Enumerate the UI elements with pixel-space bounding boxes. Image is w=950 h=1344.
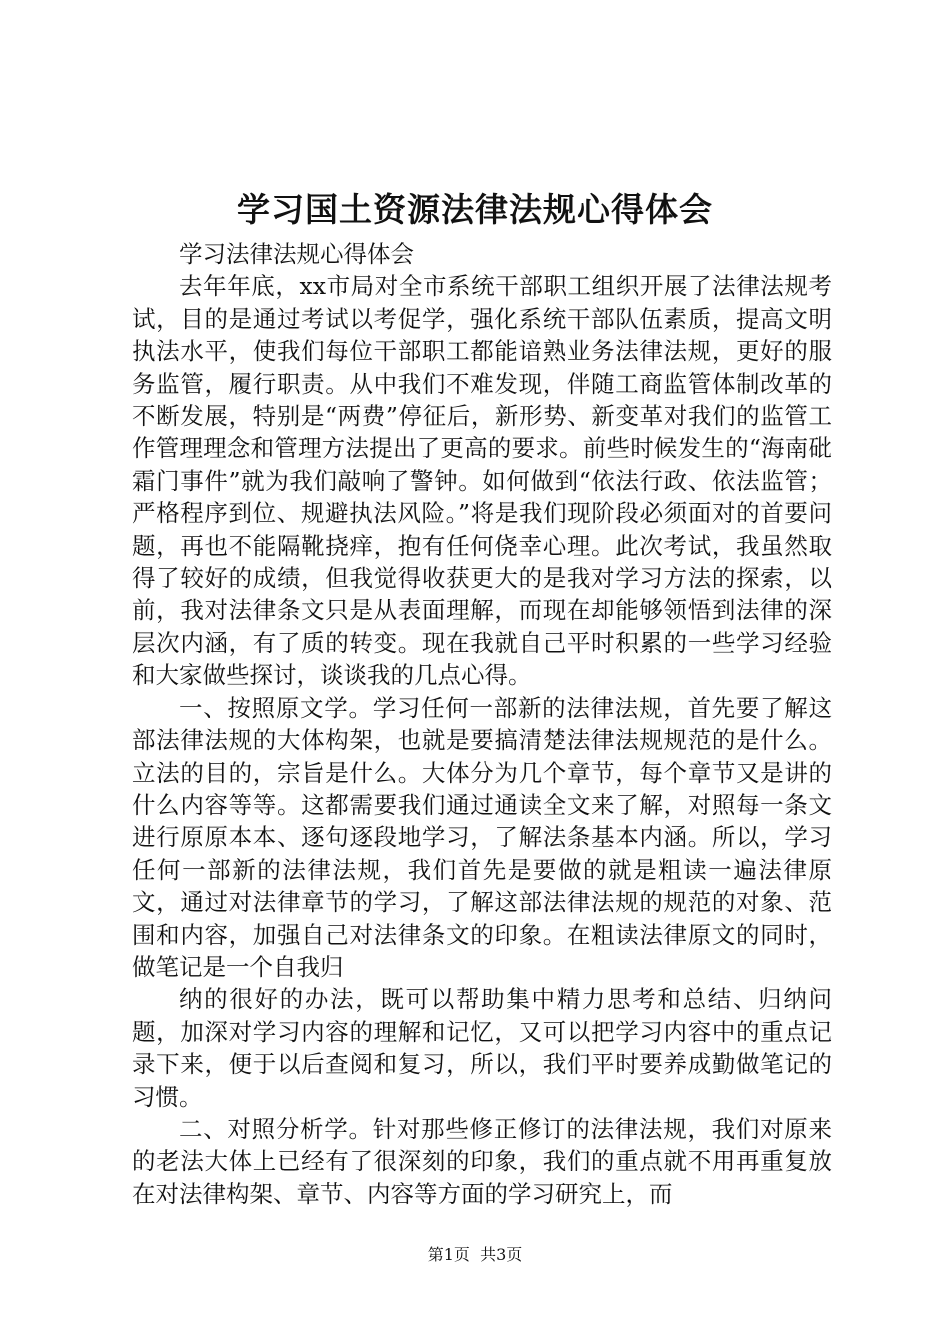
body-paragraph: 二、对照分析学。针对那些修正修订的法律法规，我们对原来的老法大体上已经有了很深刻的印象，我们的重点就不用再重复放在对法律构架、章节、内容等方面的学习研究上，而	[132, 1114, 832, 1208]
document-title: 学习国土资源法律法规心得体会	[237, 190, 713, 229]
subtitle-paragraph: 学习法律法规心得体会	[179, 240, 414, 268]
document-body	[132, 238, 832, 1210]
body-paragraph: 去年年底，xx市局对全市系统干部职工组织开展了法律法规考试，目的是通过考试以考促学，强化系统干部队伍素质，提高文明执法水平，使我们每位干部职工都能谙熟业务法律法规，更好的服务监管，履行职责。从中我们不难发现，伴随工商监管体制改革的不断发展，特别是“两费”停征后，新形势、新变革对我们的监管工作管理理念和管理方法提出了更高的要求。前些时候发生的“海南砒霜门事件”就为我们敲响了警钟。如何做到“依法行政、依法监管；严格程序到位、规避执法风险。”将是我们现阶段必须面对的首要问题，再也不能隔靴挠痒，抱有任何侥幸心理。此次考试，我虽然取得了较好的成绩，但我觉得收获更大的是我对学习方法的探索，以前，我对法律条文只是从表面理解，而现在却能够领悟到法律的深层次内涵，有了质的转变。现在我就自己平时积累的一些学习经验和大家做些探讨，谈谈我的几点心得。	[132, 272, 832, 690]
body-paragraph: 纳的很好的办法，既可以帮助集中精力思考和总结、归纳问题，加深对学习内容的理解和记忆，又可以把学习内容中的重点记录下来，便于以后查阅和复习，所以，我们平时要养成勤做笔记的习惯。	[132, 985, 832, 1111]
page-number: 第1页 共3页	[427, 1245, 523, 1264]
page-footer	[0, 1244, 950, 1266]
body-paragraph: 一、按照原文学。学习任何一部新的法律法规，首先要了解这部法律法规的大体构架，也就是要搞清楚法律法规规范的是什么。立法的目的，宗旨是什么。大体分为几个章节，每个章节又是讲的什么内容等等。这都需要我们通过通读全文来了解，对照每一条文进行原原本本、逐句逐段地学习，了解法条基本内涵。所以，学习任何一部新的法律法规，我们首先是要做的就是粗读一遍法律原文，通过对法律章节的学习，了解这部法律法规的规范的对象、范围和内容，加强自己对法律条文的印象。在粗读法律原文的同时，做笔记是一个自我归	[132, 693, 832, 981]
